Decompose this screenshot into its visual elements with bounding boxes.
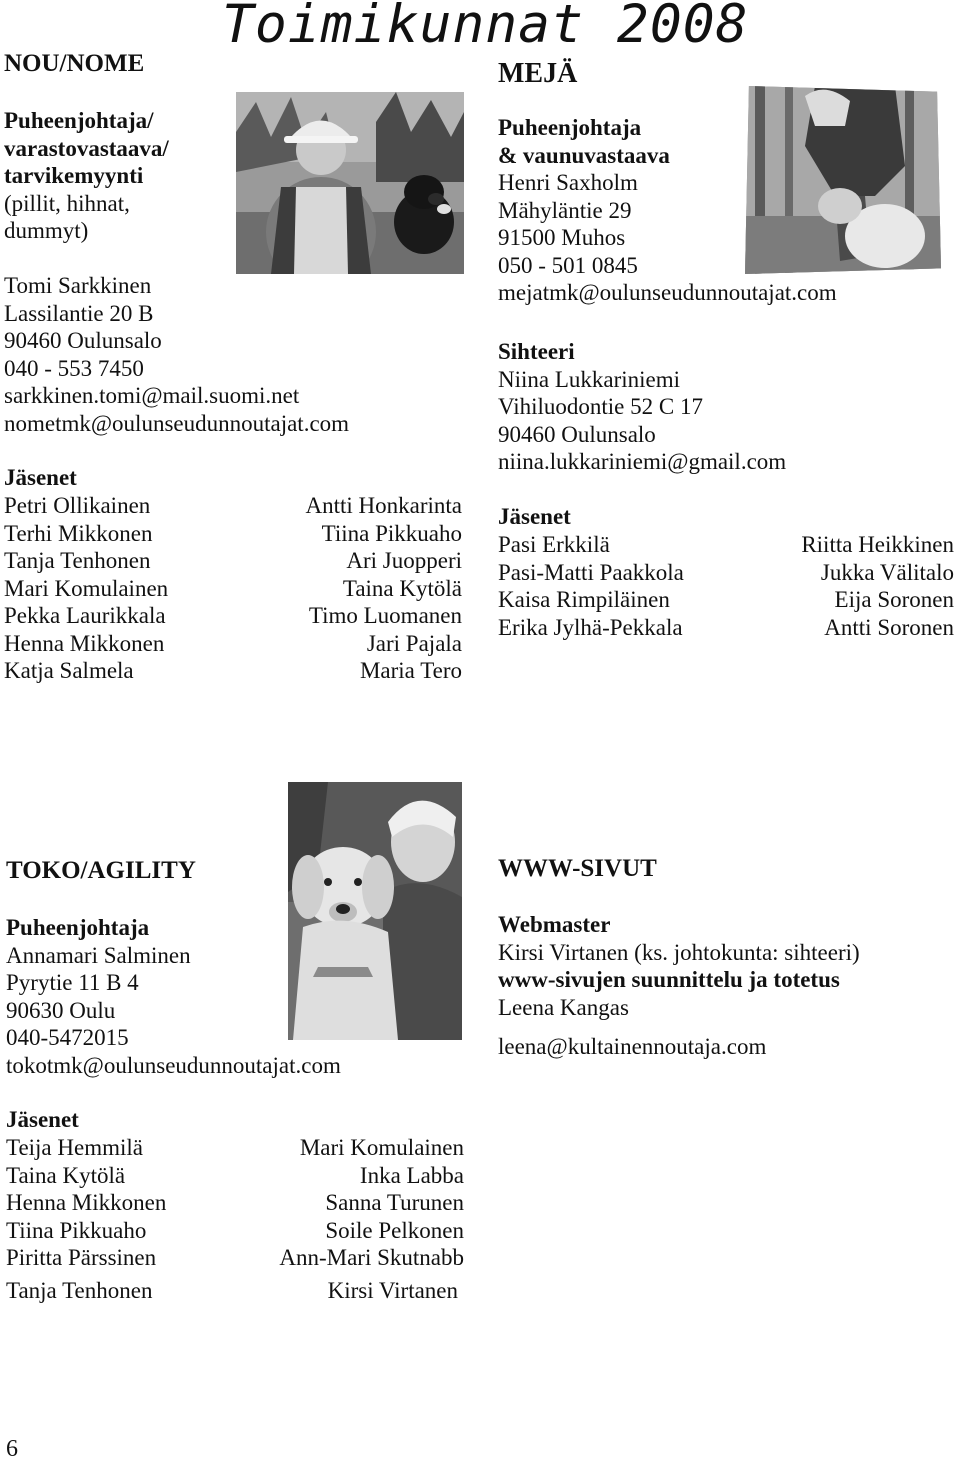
nou-heading: NOU/NOME [4, 50, 145, 77]
nou-contact-phone: 040 - 553 7450 [4, 355, 144, 381]
member-name: Tiina Pikkuaho [6, 1217, 147, 1243]
member-name: Mari Komulainen [299, 1135, 464, 1160]
nou-members-heading: Jäsenet [4, 465, 77, 490]
photo-tracking-in-forest [745, 86, 941, 274]
www-heading: WWW-SIVUT [498, 855, 657, 882]
member-name: Ann-Mari Skutnabb [279, 1245, 464, 1270]
member-name: Tanja Tenhonen [4, 548, 151, 573]
meja-secretary-city: 90460 Oulunsalo [498, 421, 656, 447]
toko-role: Puheenjohtaja [6, 915, 150, 940]
member-name: Ari Juopperi [346, 548, 462, 573]
photo-man-with-black-dog [236, 92, 464, 274]
member-name: Taina Kytölä [6, 1162, 126, 1188]
nou-role-line: tarvikemyynti [4, 163, 144, 188]
nou-contact-email-committee: nometmk@oulunseudunnoutajat.com [4, 410, 350, 436]
member-name: Taina Kytölä [342, 575, 462, 601]
member-name: Timo Luomanen [308, 603, 462, 628]
member-name: Pekka Laurikkala [4, 603, 166, 628]
www-design-heading: www-sivujen suunnittelu ja totetus [498, 967, 840, 992]
member-name: Petri Ollikainen [4, 493, 151, 518]
www-info [498, 911, 860, 1061]
nou-role-note: dummyt) [4, 218, 89, 243]
toko-members-left [6, 1134, 166, 1304]
nou-role-line: varastovastaava/ [4, 135, 169, 161]
member-name: Soile Pelkonen [325, 1217, 464, 1243]
meja-role-line: Puheenjohtaja [498, 115, 642, 140]
member-name: Riitta Heikkinen [801, 532, 954, 557]
member-name: Inka Labba [359, 1162, 464, 1188]
member-name: Antti Soronen [824, 614, 954, 640]
toko-contact-street: Pyrytie 11 B 4 [6, 970, 139, 995]
toko-contact-email: tokotmk@oulunseudunnoutajat.com [6, 1052, 341, 1078]
member-name: Mari Komulainen [4, 575, 169, 601]
member-name: Pasi Erkkilä [498, 532, 610, 557]
meja-heading: MEJÄ [498, 58, 578, 89]
member-name: Kirsi Virtanen [327, 1277, 458, 1303]
member-name: Tiina Pikkuaho [321, 520, 462, 546]
meja-contact-phone: 050 - 501 0845 [498, 252, 638, 278]
meja-contact-city: 91500 Muhos [498, 225, 626, 250]
toko-contact-name: Annamari Salminen [6, 942, 191, 968]
member-name: Sanna Turunen [325, 1190, 464, 1215]
meja-members-right [801, 531, 954, 641]
meja-contact-name: Henri Saxholm [498, 170, 638, 195]
nou-members-right [306, 492, 463, 685]
member-name: Kaisa Rimpiläinen [498, 587, 670, 612]
nou-role [4, 107, 169, 245]
photo-woman-with-golden-retriever [288, 782, 462, 1040]
nou-role-line: Puheenjohtaja/ [4, 108, 154, 133]
www-designer: Leena Kangas [498, 994, 629, 1020]
www-webmaster-heading: Webmaster [498, 912, 611, 937]
nou-contact-street: Lassilantie 20 B [4, 300, 154, 326]
nou-contact-name: Tomi Sarkkinen [4, 273, 152, 298]
nou-contact-email: sarkkinen.tomi@mail.suomi.net [4, 383, 300, 408]
member-name: Eija Soronen [834, 587, 954, 612]
toko-members-heading: Jäsenet [6, 1107, 79, 1132]
meja-contact-street: Mähyläntie 29 [498, 197, 632, 223]
member-name: Pasi-Matti Paakkola [498, 559, 684, 585]
member-name: Tanja Tenhonen [6, 1277, 153, 1303]
member-name: Katja Salmela [4, 658, 134, 683]
meja-members-left [498, 531, 684, 641]
toko-heading: TOKO/AGILITY [6, 857, 196, 884]
meja-secretary-street: Vihiluodontie 52 C 17 [498, 394, 703, 419]
toko-members-right [279, 1134, 464, 1304]
meja-secretary-name: Niina Lukkariniemi [498, 366, 681, 392]
member-name: Teija Hemmilä [6, 1135, 143, 1160]
meja-contact-email: mejatmk@oulunseudunnoutajat.com [498, 280, 837, 305]
member-name: Piritta Pärssinen [6, 1245, 157, 1270]
nou-contact-city: 90460 Oulunsalo [4, 328, 162, 353]
meja-secretary [498, 338, 786, 476]
member-name: Jari Pajala [366, 630, 462, 656]
page-number: 6 [6, 1436, 18, 1462]
meja-secretary-email: niina.lukkariniemi@gmail.com [498, 449, 787, 474]
member-name: Henna Mikkonen [6, 1190, 167, 1215]
page-title: Toimikunnat 2008 [222, 0, 749, 55]
member-name: Maria Tero [359, 658, 462, 683]
meja-secretary-heading: Sihteeri [498, 339, 575, 364]
member-name: Terhi Mikkonen [4, 520, 153, 546]
toko-contact-city: 90630 Oulu [6, 997, 116, 1023]
member-name: Erika Jylhä-Pekkala [498, 614, 683, 640]
meja-role-line: & vaunuvastaava [498, 142, 670, 168]
nou-contact [4, 272, 349, 437]
member-name: Antti Honkarinta [305, 493, 462, 518]
toko-contact-phone: 040-5472015 [6, 1025, 129, 1050]
www-webmaster: Kirsi Virtanen (ks. johtokunta: sihteeri) [498, 939, 860, 965]
nou-role-note: (pillit, hihnat, [4, 190, 130, 216]
member-name: Henna Mikkonen [4, 630, 165, 656]
nou-members-left [4, 492, 168, 685]
www-designer-email: leena@kultainennoutaja.com [498, 1034, 767, 1059]
meja-members-heading: Jäsenet [498, 504, 571, 529]
member-name: Jukka Välitalo [820, 559, 954, 585]
